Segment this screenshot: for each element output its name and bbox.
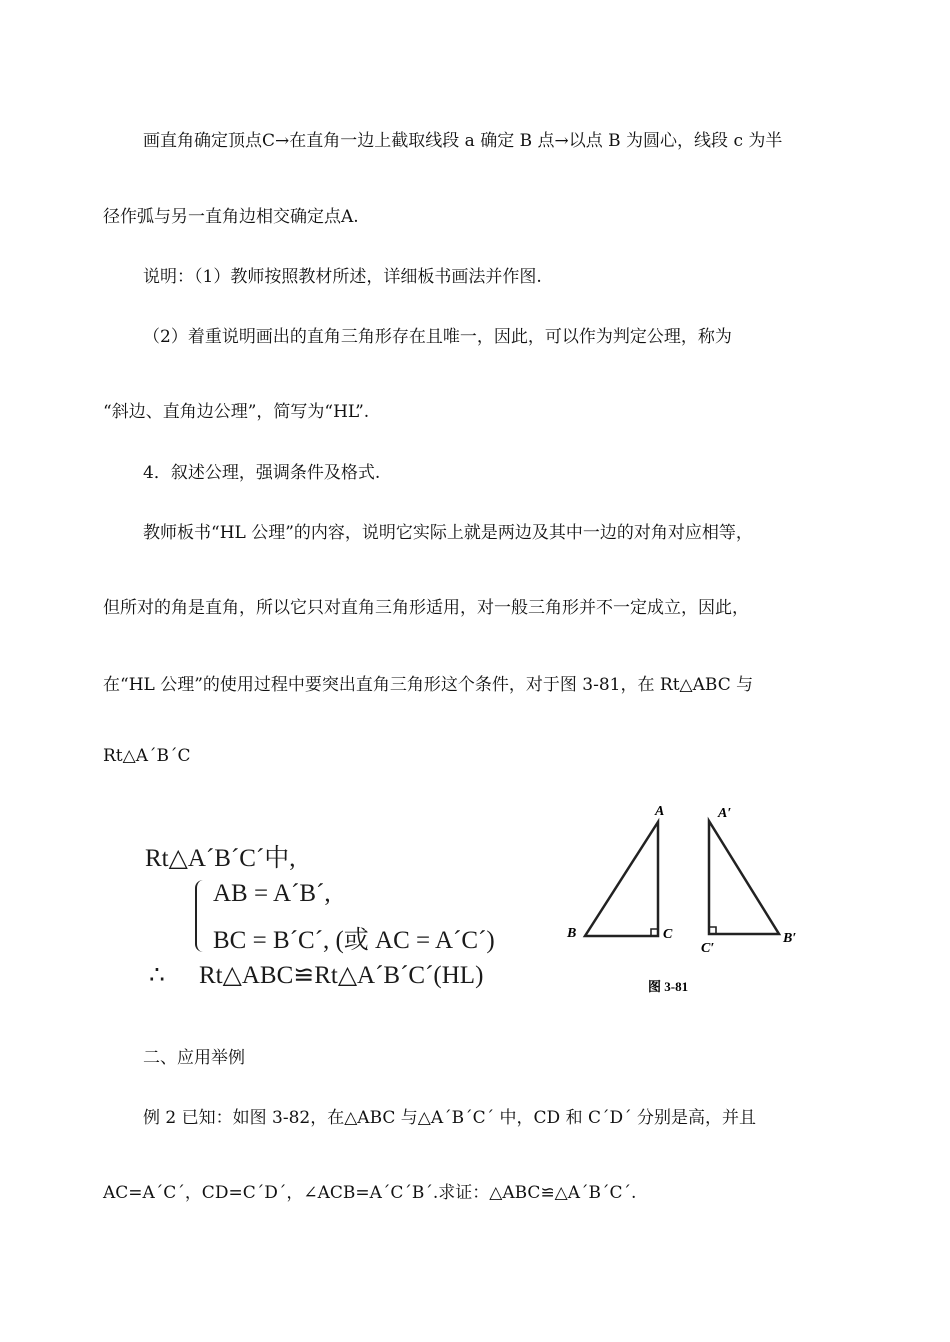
example-line-2: AC=A´C´，CD=C´D´，∠ACB=A´C´B´.求证：△ABC≌△A´B´C´. <box>103 1183 637 1203</box>
paragraph-line-2: 径作弧与另一直角边相交确定点A. <box>103 207 359 227</box>
hl-proof-block <box>145 832 565 1002</box>
label-c-prime: C′ <box>701 941 715 956</box>
paragraph-line-8: 但所对的角是直角，所以它只对直角三角形适用，对一般三角形并不一定成立，因此， <box>103 598 749 618</box>
proof-line-3: BC = B´C´, (或 AC = A´C´) <box>213 927 495 954</box>
triangle-abc <box>585 822 658 936</box>
section-heading: 二、应用举例 <box>143 1048 245 1068</box>
proof-line-1: Rt△A´B´C´中, <box>145 845 296 872</box>
label-a-prime: A′ <box>718 806 732 821</box>
paragraph-line-9: 在“HL 公理”的使用过程中要突出直角三角形这个条件，对于图 3-81，在 Rt△ABC 与 <box>103 675 754 695</box>
paragraph-line-4: （2）着重说明画出的直角三角形存在且唯一，因此，可以作为判定公理，称为 <box>143 327 732 347</box>
proof-line-2: AB = A´B´, <box>213 880 331 907</box>
label-c: C <box>663 927 673 942</box>
paragraph-line-5: “斜边、直角边公理”，简写为“HL”. <box>103 402 370 422</box>
figure-caption: 图 3-81 <box>648 979 689 994</box>
paragraph-line-7: 教师板书“HL 公理”的内容，说明它实际上就是两边及其中一边的对角对应相等， <box>143 523 753 543</box>
figure-3-81 <box>555 795 815 1005</box>
label-b: B <box>567 926 577 941</box>
paragraph-line-1: 画直角确定顶点C→在直角一边上截取线段 a 确定 B 点→以点 B 为圆心，线段 c 为半 <box>143 131 783 151</box>
label-b-prime: B′ <box>783 931 797 946</box>
proof-conclusion: Rt△ABC≌Rt△A´B´C´(HL) <box>199 962 484 989</box>
triangles-diagram <box>555 795 815 1005</box>
paragraph-line-6: 4．叙述公理，强调条件及格式. <box>143 463 381 483</box>
therefore-symbol: ∴ <box>149 962 165 989</box>
proof-brace <box>195 880 207 952</box>
triangle-a2b2c2 <box>709 821 779 934</box>
label-a: A <box>655 804 665 819</box>
paragraph-line-3: 说明：（1）教师按照教材所述，详细板书画法并作图. <box>143 267 542 287</box>
paragraph-line-10: Rt△A´B´C <box>103 746 191 766</box>
example-line-1: 例 2 已知：如图 3-82，在△ABC 与△A´B´C´ 中，CD 和 C´D´ 分别是高，并且 <box>143 1108 757 1128</box>
